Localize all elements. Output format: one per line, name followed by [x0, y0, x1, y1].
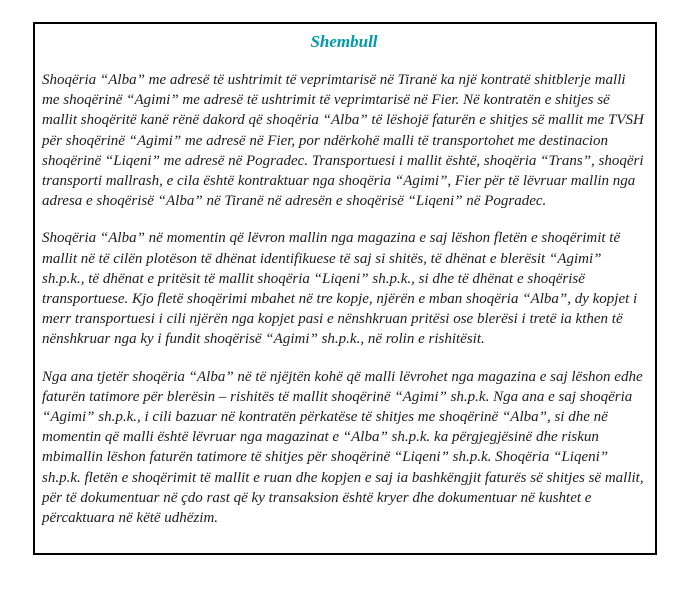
- example-box: [33, 22, 657, 555]
- paragraph-1: Shoqëria “Alba” me adresë të ushtrimit të veprimtarisë në Tiranë ka një kontratë shitblerje malli me shoqërinë “Agimi” me adresë të ushtrimit të veprimtarisë në Fier. Në kontratën e shitjes së mallit shoqëritë kanë rënë dakord që shoqëria “Alba” të lëshojë faturën e shitjes së mallit me TVSH për shoqërinë “Agimi” me adresë në Fier, por ndërkohë malli të transportohet me destinacion shoqërinë “Liqeni” me adresë në Pogradec. Transportuesi i mallit është, shoqëria “Trans”, shoqëri transporti mallrash, e cila është kontraktuar nga shoqëria “Agimi”, Fier për të lëvruar mallin nga adresa e shoqërisë “Alba” në Tiranë në adresën e shoqërisë “Liqeni” në Pogradec.: [42, 72, 644, 210]
- page-title: Shembull: [310, 32, 378, 51]
- paragraph-3: Nga ana tjetër shoqëria “Alba” në të njëjtën kohë që malli lëvrohet nga magazina e saj lëshon edhe faturën tatimore për blerësin – rishitës të mallit shoqërinë “Agimi” sh.p.k. Nga ana e saj shoqëria “Agimi” sh.p.k., i cili bazuar në kontratën përkatëse të shitjes me shoqërinë “Alba”, si dhe në momentin që malli është lëvruar nga magazinat e “Alba” sh.p.k. ka përgjegjësinë dhe riskun mbimallin lëshon faturën tatimore të shitjes për shoqërinë “Liqeni” sh.p.k. Shoqëria “Liqeni” sh.p.k. fletën e shoqërimit të mallit e ruan dhe kopjen e saj ia bashkëngjit faturës së shitjes së mallit, për të dokumentuar në çdo rast që ky transaksion është kryer dhe dokumentuar në kushtet e përcaktuara në këtë udhëzim.: [42, 368, 644, 527]
- paragraph-2: Shoqëria “Alba” në momentin që lëvron mallin nga magazina e saj lëshon fletën e shoqërimit të mallit në të cilën plotëson të dhënat identifikuese të saj si shitës, të dhënat e blerësit “Agimi” sh.p.k., të dhënat e pritësit të mallit shoqëria “Liqeni” sh.p.k., si dhe të dhënat e shoqërisë transportuese. Kjo fletë shoqërimi mbahet në tre kopje, njërën e mban shoqëria “Alba”, dy kopjet i merr transportuesi i cili njërën nga kopjet pasi e nënshkruan pritësi ose blerësi i tretë ia kthen të nënshkruar nga ky i fundit shoqërisë “Agimi” sh.p.k., në rolin e rishitësit.: [42, 230, 638, 348]
